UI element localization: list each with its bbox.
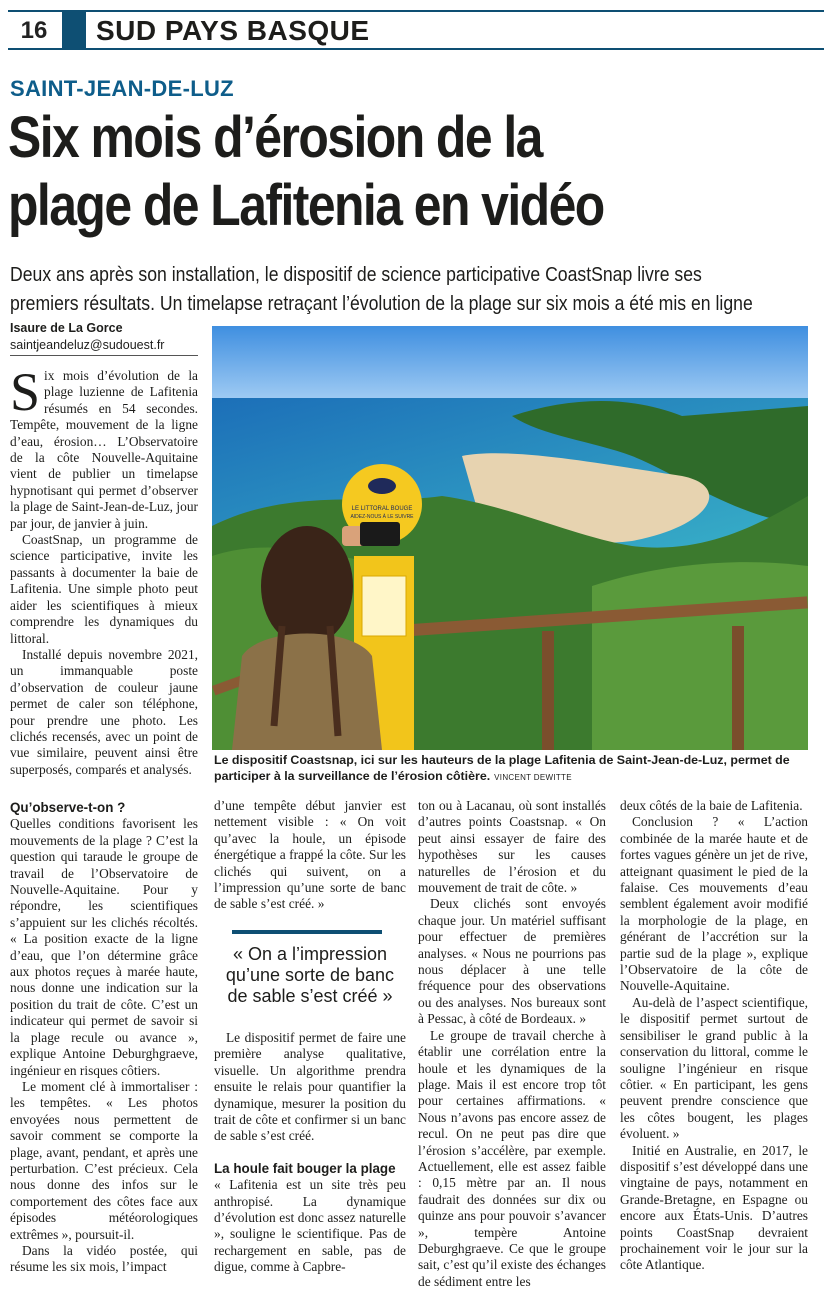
column-1	[10, 362, 198, 778]
paragraph: Le moment clé à immortaliser : les tempêtes. « Les photos envoyées nous permettent de savoir comment se comporte la plage, avant, pendant, et après une perturbation. C’est précieux. Cela nous donne des infos sur le comportement des côtes face aux épisodes météorologiques extrêmes », poursuit-il.	[10, 1078, 198, 1242]
sign-text-1: LE LITTORAL BOUGE	[351, 506, 413, 512]
sky	[212, 326, 808, 406]
paragraph-text: ix mois d’évolution de la plage luzienne de Lafitenia résumés en 54 secondes. Tempête, mouvement de la ligne d’eau, érosion… L’Observatoire de la côte Nouvelle-Aquitaine vient de publier un timelapse hypnotisant qui permet d’observer la plage de Saint-Jean-de-Luz, jour par jour, de janvier à juin.	[10, 368, 198, 531]
beach-scene-illustration	[212, 326, 808, 750]
author-email[interactable]: saintjeandeluz@sudouest.fr	[10, 338, 165, 352]
pullquote-rule	[232, 930, 382, 934]
author-name: Isaure de La Gorce	[10, 321, 123, 335]
photo-credit: VINCENT DEWITTE	[494, 773, 572, 782]
paragraph: ton ou à Lacanau, où sont installés d’autres points Coastsnap. « On peut ainsi essayer de faire des hypothèses sur les causes naturelles de l’érosion et du mouvement de trait de côte. »	[418, 798, 606, 896]
header-rule-bottom	[8, 48, 824, 50]
standfirst-line-1: Deux ans après son installation, le dispositif de science participative CoastSnap livre ses	[10, 263, 702, 286]
paragraph: Au-delà de l’aspect scientifique, le dispositif permet surtout de sensibiliser le grand public à la conservation du littoral, comme le souligne l’ingénieur en risque côtier. « En participant, les gens peuvent prendre conscience que les côtes bougent, les plages évoluent. »	[620, 994, 808, 1142]
column-2-lower	[214, 1030, 406, 1276]
paragraph: Initié en Australie, en 2017, le dispositif s’est développé dans une vingtaine de pays, notamment en Grande-Bretagne, en Espagne ou encore aux États-Unis. D’autres points CoastSnap devraient prochainement voir le jour sur la côte Atlantique.	[620, 1142, 808, 1273]
railing-post	[732, 626, 744, 750]
paragraph: deux côtés de la baie de Lafitenia.	[620, 798, 803, 813]
paragraph: « Lafitenia est un site très peu anthropisé. La dynamique d’évolution est donc assez naturelle », souligne le scientifique. Pas de rechargement en sable, pas de digue, comme à Capbre-	[214, 1177, 406, 1275]
paragraph: Le dispositif permet de faire une première analyse qualitative, visuelle. Un algorithme prendra ensuite le relais pour quantifier la dynamique, mesurer la position du trait de côte et confirmer si un banc de sable s’est créé.	[214, 1030, 406, 1144]
standfirst-line-2: premiers résultats. Un timelapse retraçant l’évolution de la plage sur six mois a été mis en ligne	[10, 292, 753, 315]
paragraph: Deux clichés sont envoyés chaque jour. Un matériel suffisant pour effectuer de premières analyses. « Nous ne pourrions pas nous déplacer à une telle fréquence pour des observations ou des analyses. Nos bureaux sont à Pessac, à côté de Bordeaux. »	[418, 896, 606, 1027]
column-1-lower	[10, 798, 198, 1276]
paragraph: d’une tempête début janvier est nettement visible : « On voit qu’avec la houle, un épisode énergétique a frappé la côte. Sur les clichés qui suivent, on a l’impression qu’une sorte de banc de sable s’est créé. »	[214, 798, 406, 912]
headline-line-2: plage de Lafitenia en vidéo	[8, 173, 604, 238]
section-title: SUD PAYS BASQUE	[96, 15, 370, 46]
subheading: Qu’observe-t-on ?	[10, 800, 126, 815]
column-4	[620, 798, 808, 1274]
headline	[8, 104, 710, 240]
dropcap: S	[10, 362, 41, 422]
railing-post	[542, 631, 554, 750]
caption-text: Le dispositif Coastsnap, ici sur les hauteurs de la plage Lafitenia de Saint-Jean-de-Luz, permet de participer à la surveillance de l’érosion côtière.	[214, 753, 790, 783]
column-3	[418, 798, 606, 1290]
standfirst	[10, 260, 818, 318]
article-photo	[212, 326, 808, 750]
girl-hair	[261, 526, 353, 646]
sign-text-2: AIDEZ-NOUS À LE SUIVRE	[350, 514, 414, 520]
paragraph: CoastSnap, un programme de science participative, invite les passants à documenter la baie de Lafitenia. Une simple photo peut aider les scientifiques à mieux comprendre les dynamiques du littoral.	[10, 532, 198, 646]
photo-caption	[214, 752, 810, 786]
location-kicker: SAINT-JEAN-DE-LUZ	[10, 76, 234, 101]
section-color-block	[62, 12, 86, 48]
page-number: 16	[8, 12, 60, 48]
subheading: La houle fait bouger la plage	[214, 1160, 396, 1176]
paragraph: Le groupe de travail cherche à établir une corrélation entre la houle et les dynamiques de la plage. Mais il est encore trop tôt pour certaines affirmations. « Nous n’avons pas encore assez de recul. On ne peut pas dire que l’érosion s’accélère, par exemple. Actuellement, elle est assez faible : 0,15 mètre par an. Il nous faudrait des données sur dix ou quinze ans pour pouvoir s’avancer », tempère Antoine Deburghgraeve. Ce que le groupe sait, c’est qu’il existe des échanges de sédiment entre les	[418, 1027, 606, 1289]
paragraph: Conclusion ? « L’action combinée de la marée haute et de fortes vagues génère un jet de rive, atteignant quasiment le pied de la falaise. Ces mouvements d’eau semblent également avoir modifié la morphologie de la plage, en générant de l’accrétion sur la partie sud de la plage », explique l’Observatoire de la côte de Nouvelle-Aquitaine.	[620, 814, 808, 994]
column-2	[214, 798, 406, 913]
pullquote: « On a l’impression qu’une sorte de banc de sable s’est créé »	[225, 944, 395, 1006]
headline-line-1: Six mois d’érosion de la	[8, 105, 542, 170]
author-divider	[10, 355, 198, 356]
smartphone	[360, 522, 400, 546]
paragraph: Dans la vidéo postée, qui résume les six mois, l’impact	[10, 1242, 198, 1275]
paragraph: Quelles conditions favorisent les mouvements de la plage ? C’est la question qui taraude le groupe de travail de l’Observatoire de Nouvelle-Aquitaine. Pour y répondre, les scientifiques s’appuient sur les clichés récoltés. « La position exacte de la ligne d’eau, que l’on détermine grâce aux photos reçues à marée haute, nous donne une indication sur la position du trait de côte. C’est un indicateur qui permet de savoir si la plage recule ou avance », explique Antoine Deburghgraeve, ingénieur en risques côtiers.	[10, 816, 198, 1078]
info-panel	[362, 576, 406, 636]
paragraph	[10, 362, 198, 532]
bushes-right	[592, 562, 808, 750]
paragraph: Installé depuis novembre 2021, un immanquable poste d’observation de couleur jaune permet de caler son téléphone, pour prendre une photo. Les clichés recensés, avec un point de vue similaire, peuvent ainsi être superposés, comparés et analysés.	[10, 646, 198, 777]
camera-logo-icon	[368, 478, 396, 494]
girl-shirt	[232, 634, 382, 751]
